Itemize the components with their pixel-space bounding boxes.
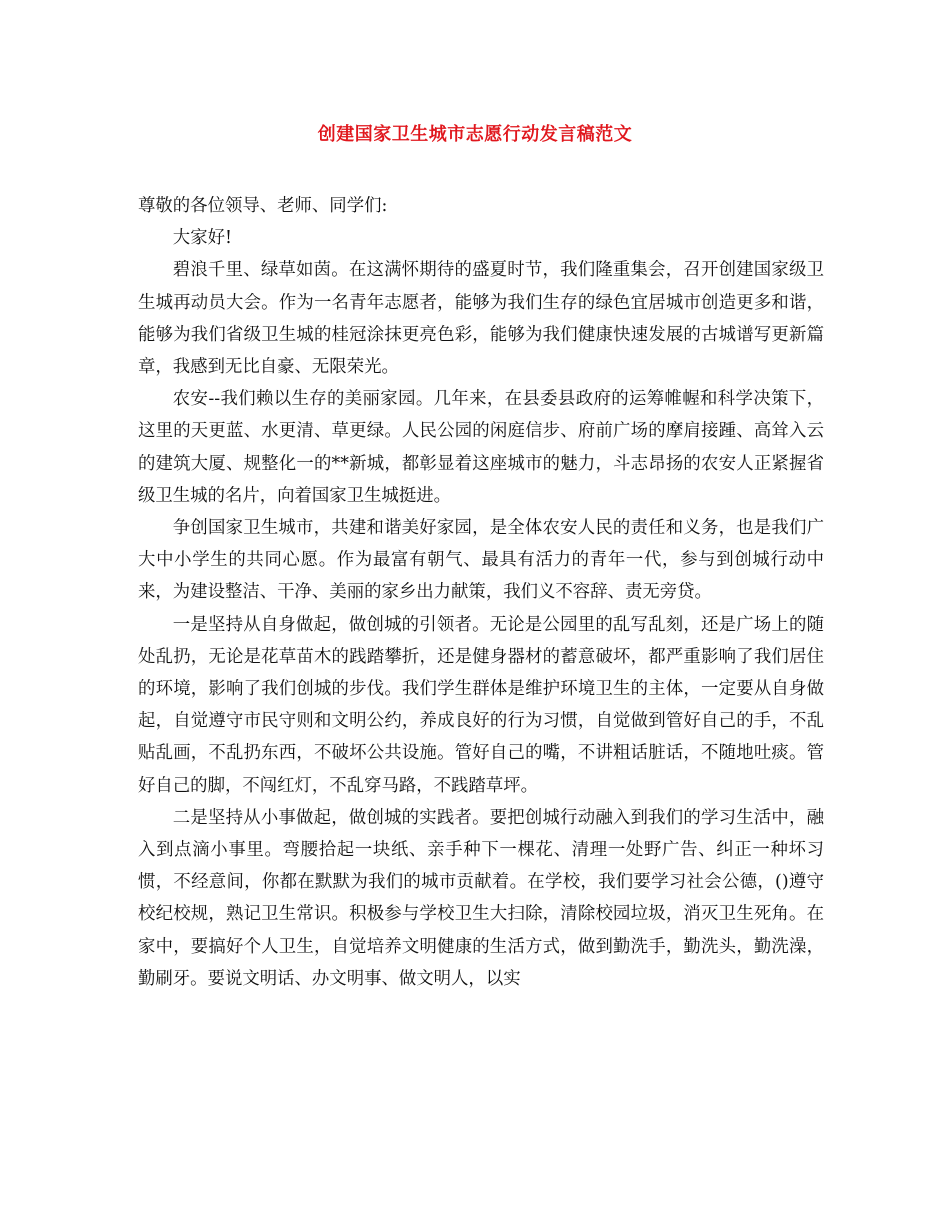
paragraph-opening: 碧浪千里、绿草如茵。在这满怀期待的盛夏时节，我们隆重集会，召开创建国家级卫生城再动员大会。作为一名青年志愿者，能够为我们生存的绿色宜居城市创造更多和谐，能够为我们省级卫生城的桂冠涂抹更亮色彩，能够为我们健康快速发展的古城谱写更新篇章，我感到无比自豪、无限荣光。: [138, 260, 824, 378]
paragraph-responsibility: 争创国家卫生城市，共建和谐美好家园，是全体农安人民的责任和义务，也是我们广大中小学生的共同心愿。作为最富有朝气、最具有活力的青年一代，参与到创城行动中来，为建设整洁、干净、美丽的家乡出力献策，我们义不容辞、责无旁贷。: [138, 518, 824, 603]
document-title: 创建国家卫生城市志愿行动发言稿范文: [317, 124, 633, 145]
document-body: [138, 190, 824, 995]
paragraph-greeting: 大家好!: [172, 228, 232, 249]
paragraph-point-two: 二是坚持从小事做起，做创城的实践者。要把创城行动融入到我们的学习生活中，融入到点滴小事里。弯腰拾起一块纸、亲手种下一棵花、清理一处野广告、纠正一种坏习惯，不经意间，你都在默默为我们的城市贡献着。在学校，我们要学习社会公德，()遵守校纪校规，熟记卫生常识。积极参与学校卫生大扫除，清除校园垃圾，消灭卫生死角。在家中，要搞好个人卫生，自觉培养文明健康的生活方式，做到勤洗手，勤洗头，勤洗澡，勤刷牙。要说文明话、办文明事、做文明人，以实: [138, 807, 824, 989]
salutation: 尊敬的各位领导、老师、同学们:: [138, 196, 388, 216]
paragraph-point-one: 一是坚持从自身做起，做创城的引领者。无论是公园里的乱写乱刻，还是广场上的随处乱扔，无论是花草苗木的践踏攀折，还是健身器材的蓄意破坏，都严重影响了我们居住的环境，影响了我们创城的步伐。我们学生群体是维护环境卫生的主体，一定要从自身做起，自觉遵守市民守则和文明公约，养成良好的行为习惯，自觉做到管好自己的手，不乱贴乱画，不乱扔东西，不破坏公共设施。管好自己的嘴，不讲粗话脏话，不随地吐痰。管好自己的脚，不闯红灯，不乱穿马路，不践踏草坪。: [138, 614, 824, 796]
paragraph-hometown: 农安--我们赖以生存的美丽家园。几年来，在县委县政府的运筹帷幄和科学决策下，这里的天更蓝、水更清、草更绿。人民公园的闲庭信步、府前广场的摩肩接踵、高耸入云的建筑大厦、规整化一的**新城，都彰显着这座城市的魅力，斗志昂扬的农安人正紧握省级卫生城的名片，向着国家卫生城挺进。: [138, 389, 824, 506]
